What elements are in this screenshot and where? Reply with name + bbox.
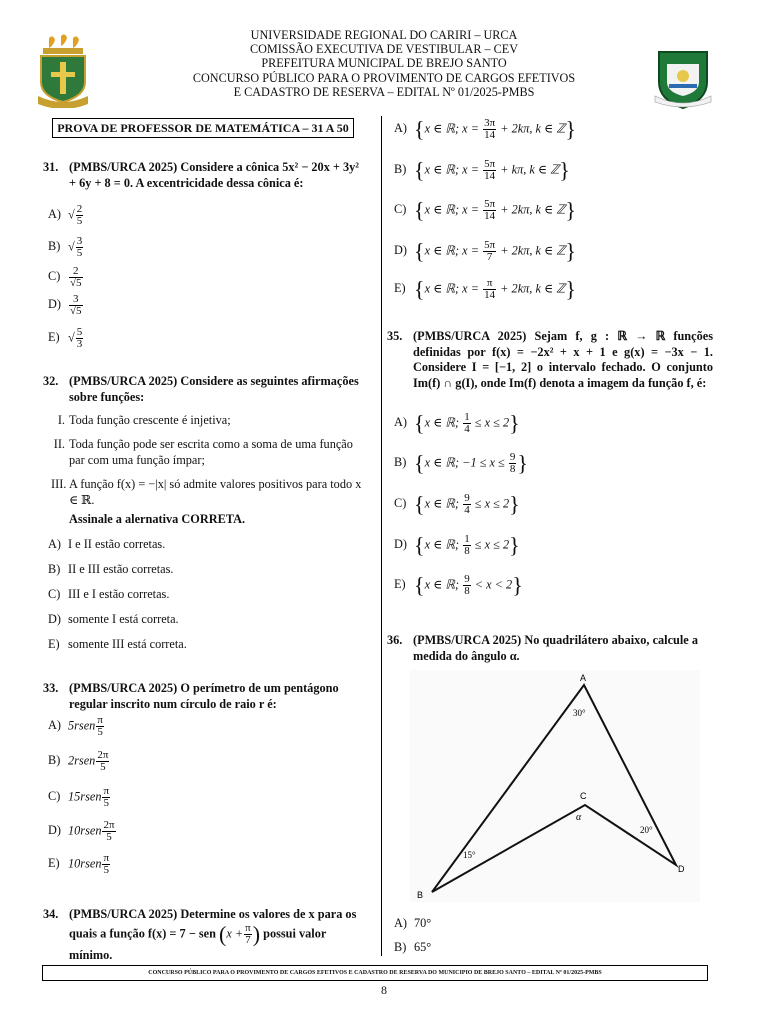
question-number: 32. [43,374,59,388]
option-35-d[interactable]: D) {x ∈ ℝ; $\frac{1}{8}$ ≤ x ≤ 2} [394,532,520,558]
question-number: 36. [387,633,403,647]
option-35-e[interactable]: E) {x ∈ ℝ; $\frac{9}{8}$ < x < 2} [394,572,523,598]
option-33-d[interactable]: D) 10rsen $\frac{2\pi}{5}$ [48,819,115,843]
question-tag: (PMBS/URCA 2025) [413,633,522,647]
question-tag: (PMBS/URCA 2025) [69,907,178,921]
question-tag: (PMBS/URCA 2025) [69,374,178,388]
option-32-a[interactable]: A) I e II estão corretas. [48,537,166,551]
vertex-label-b: B [417,890,424,900]
question-text: Considere a cônica 5x² − 20x + 3y² + 6y + 8 = 0. A excentricidade dessa cônica é: [69,160,359,190]
question-number: 31. [43,160,59,174]
brejo-santo-shield-icon [653,46,713,110]
vertex-label-c: C [580,791,587,801]
option-36-a[interactable]: A) 70° [394,916,432,930]
question-text-end: possui valor mínimo. [69,926,327,962]
option-35-c[interactable]: C) {x ∈ ℝ; $\frac{9}{4}$ ≤ x ≤ 2} [394,491,520,517]
option-35-a[interactable]: A) {x ∈ ℝ; $\frac{1}{4}$ ≤ x ≤ 2} [394,410,520,436]
option-34-e[interactable]: E) {x ∈ ℝ; x = $\frac{\pi}{14}$ + 2kπ, k ∈ ℤ} [394,276,576,302]
option-31-c[interactable]: C) $\frac{2}{√5}$ [48,265,82,289]
question-text: Sejam f, g : ℝ → ℝ funções definidas por f(x) = −2x² + x + 1 e g(x) = −3x − 1. Considere I = [−1, 2] o intervalo fechado. O conjunto Im(f) ∩ g(I), onde Im(f) denota a imagem da função f, é: [413,329,713,390]
quadrilateral-figure [410,670,700,902]
page-number: 8 [381,983,387,997]
statement-i: I. Toda função crescente é injetiva; [57,413,231,427]
option-33-c[interactable]: C) 15rsen $\frac{\pi}{5}$ [48,785,110,809]
option-32-b[interactable]: B) II e III estão corretas. [48,562,174,576]
option-33-a[interactable]: A) 5rsen $\frac{\pi}{5}$ [48,714,103,738]
option-31-a[interactable]: A) √ $\frac{2}{5}$ [48,203,83,227]
question-text: O perímetro de um pentágono regular inscrito num círculo de raio r é: [69,681,339,711]
option-33-e[interactable]: E) 10rsen $\frac{\pi}{5}$ [48,852,110,876]
document-header [150,28,618,99]
question-34: 34. (PMBS/URCA 2025) Determine os valores de x para os quais a função f(x) = 7 − sen (x + $\frac{\pi}{7}$ ) possui valor mínimo. [43,907,357,962]
option-32-e[interactable]: E) somente III está correta. [48,637,187,651]
vertex-label-a: A [580,673,587,683]
header-line: CONCURSO PÚBLICO PARA O PROVIMENTO DE CARGOS EFETIVOS [192,70,576,85]
header-line: COMISSÃO EXECUTIVA DE VESTIBULAR – CEV [249,42,519,57]
option-35-b[interactable]: B) {x ∈ ℝ; −1 ≤ x ≤ $\frac{9}{8}$ } [394,450,528,476]
question-35 [387,329,713,391]
statement-iii: III. A função f(x) = −|x| só admite valores positivos para todo x ∈ ℝ. [51,477,362,507]
option-34-d[interactable]: D) {x ∈ ℝ; x = $\frac{5\pi}{7}$ + 2kπ, k ∈ ℤ} [394,238,576,264]
question-tag: (PMBS/URCA 2025) [69,681,178,695]
question-32 [43,374,369,405]
question-text: Determine os valores de x para os quais a função f(x) = 7 − sen [69,907,357,941]
instruction: Assinale a alernativa CORRETA. [69,512,246,526]
statement-ii: II. Toda função pode ser escrita como a soma de uma função par com uma função ímpar; [53,437,353,467]
option-32-d[interactable]: D) somente I está correta. [48,612,179,626]
section-title: PROVA DE PROFESSOR DE MATEMÁTICA – 31 A 50 [52,118,354,138]
vertex-label-d: D [678,864,685,874]
option-34-b[interactable]: B) {x ∈ ℝ; x = $\frac{5\pi}{14}$ + kπ, k ∈ ℤ} [394,157,570,183]
question-tag: (PMBS/URCA 2025) [413,329,527,343]
option-36-b[interactable]: B) 65° [394,940,432,954]
option-34-a[interactable]: A) {x ∈ ℝ; x = $\frac{3\pi}{14}$ + 2kπ, k ∈ ℤ} [394,116,576,142]
question-number: 35. [387,329,403,343]
option-33-b[interactable]: B) 2rsen $\frac{2\pi}{5}$ [48,749,109,773]
question-33 [43,681,369,712]
question-36 [387,633,713,664]
question-text: No quadrilátero abaixo, calcule a medida do ângulo α. [413,633,698,663]
option-32-c[interactable]: C) III e I estão corretas. [48,587,170,601]
header-line: UNIVERSIDADE REGIONAL DO CARIRI – URCA [250,28,518,42]
question-text: Considere as seguintes afirmações sobre funções: [69,374,359,404]
option-34-c[interactable]: C) {x ∈ ℝ; x = $\frac{5\pi}{14}$ + 2kπ, k ∈ ℤ} [394,197,576,223]
urca-crest-icon [35,34,91,108]
angle-label-b: 15° [463,850,476,860]
footer-bar: CONCURSO PÚBLICO PARA O PROVIMENTO DE CARGOS EFETIVOS E CADASTRO DE RESERVA DO MUNICIPIO DE BREJO SANTO – EDITAL Nº 01/2025-PMBS [42,965,708,981]
option-31-d[interactable]: D) $\frac{3}{√5}$ [48,293,82,317]
angle-label-alpha: α [576,812,582,823]
question-31 [43,160,369,191]
angle-label-a: 30° [573,708,586,718]
angle-label-d: 20° [640,825,653,835]
question-number: 33. [43,681,59,695]
header-line: PREFEITURA MUNICIPAL DE BREJO SANTO [261,56,507,71]
option-31-b[interactable]: B) √ $\frac{3}{5}$ [48,235,83,259]
header-line: E CADASTRO DE RESERVA – EDITAL Nº 01/2025-PMBS [233,84,535,99]
option-31-e[interactable]: E) √ $\frac{5}{3}$ [48,326,83,350]
argument-text: x + [226,926,244,941]
question-tag: (PMBS/URCA 2025) [69,160,178,174]
column-divider [381,116,382,956]
question-number: 34. [43,907,59,921]
